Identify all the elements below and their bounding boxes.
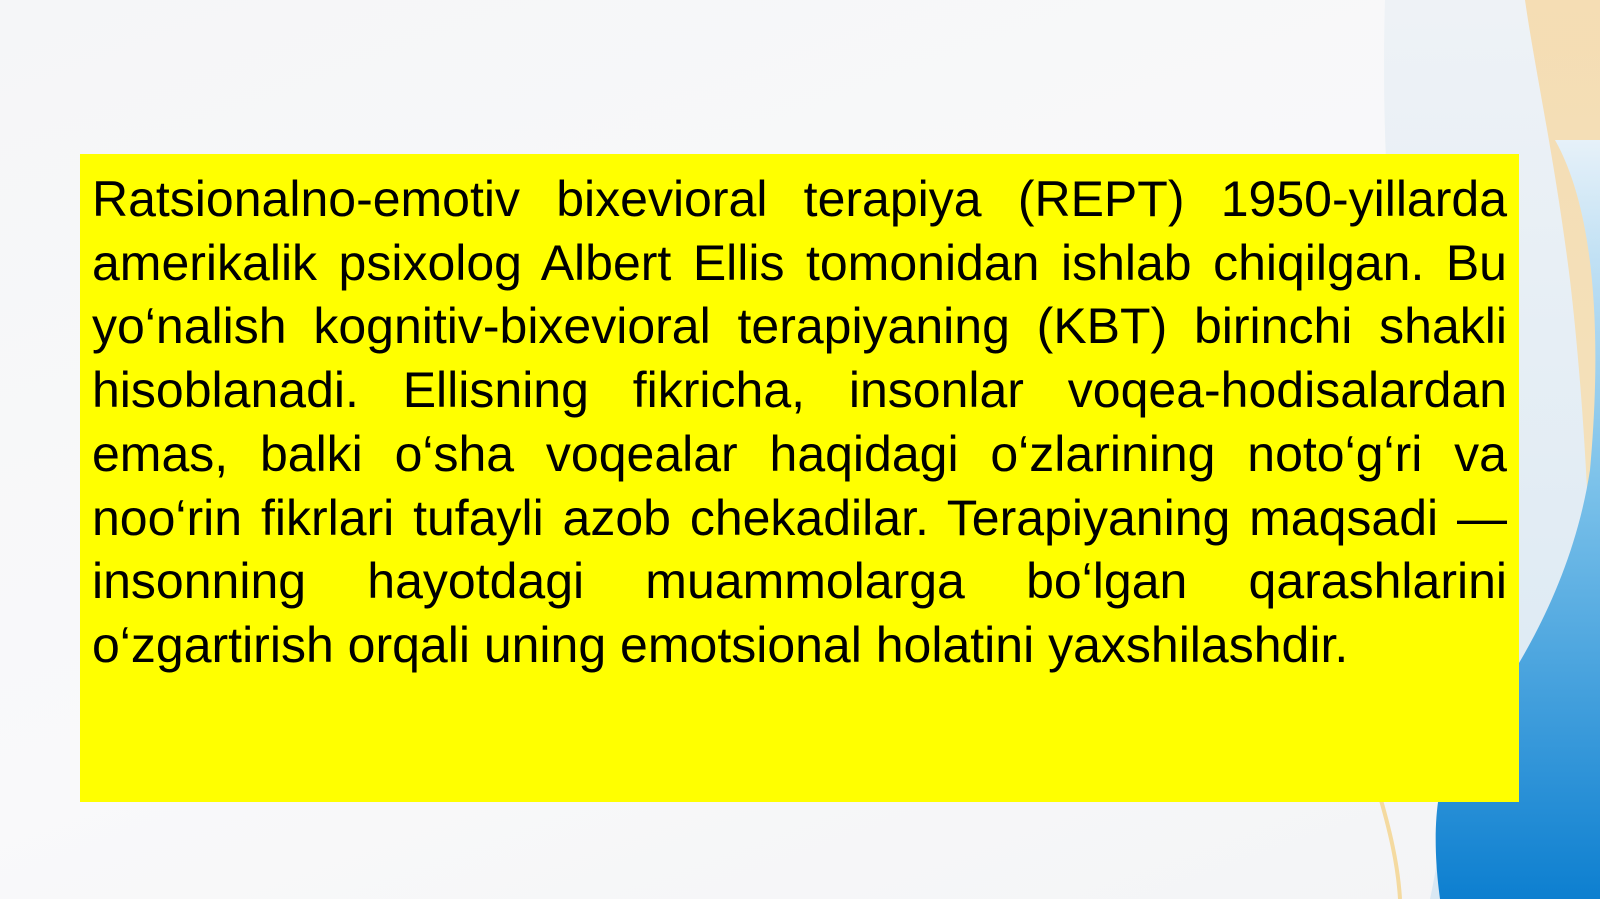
highlighted-text-box	[80, 154, 1519, 802]
body-paragraph: Ratsionalno-emotiv bixevioral terapiya (REPT) 1950-yillarda amerikalik psixolog Albert Ellis tomonidan ishlab chiqilgan. Bu yo‘nalish kognitiv-bixevioral terapiyaning (KBT) birinchi shakli hisoblanadi. Ellisning fikricha, insonlar voqea-hodisalardan emas, balki o‘sha voqealar haqidagi o‘zlarining noto‘g‘ri va noo‘rin fikrlari tufayli azob chekadilar. Terapiyaning maqsadi — insonning hayotdagi muammolarga bo‘lgan qarashlarini o‘zgartirish orqali uning emotsional holatini yaxshilashdir.	[92, 171, 1507, 673]
